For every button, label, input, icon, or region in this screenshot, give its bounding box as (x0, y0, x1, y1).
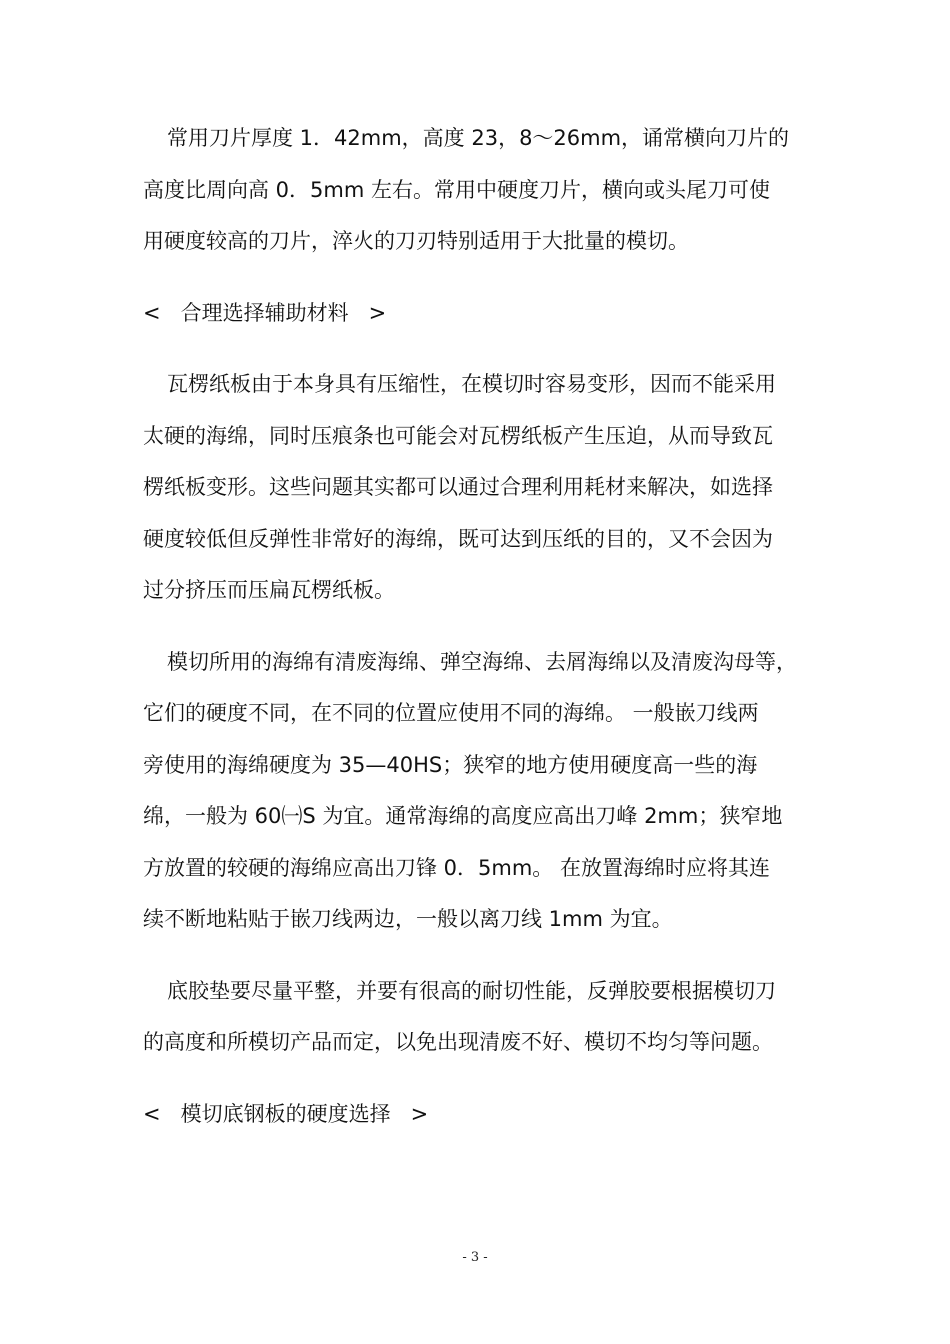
text-line: 续不断地粘贴于嵌刀线两边，一般以离刀线 1mm 为宜。 (143, 907, 673, 931)
text-line: 硬度较低但反弹性非常好的海绵，既可达到压纸的目的，又不会因为 (143, 526, 773, 551)
text-line: 太硬的海绵，同时压痕条也可能会对瓦楞纸板产生压迫，从而导致瓦 (143, 423, 773, 448)
section-heading-auxiliary-materials: < 合理选择辅助材料 > (143, 300, 387, 325)
text-line: 模切所用的海绵有清废海绵、弹空海绵、去屑海绵以及清废沟母等， (167, 649, 797, 674)
text-line: 它们的硬度不同，在不同的位置应使用不同的海绵。 一般嵌刀线两 (143, 701, 759, 725)
section-heading-steel-plate-hardness: < 模切底钢板的硬度选择 > (143, 1101, 429, 1126)
text-line: 高度比周向高 0．5mm 左右。常用中硬度刀片，横向或头尾刀可使 (143, 177, 770, 202)
text-line: 楞纸板变形。这些问题其实都可以通过合理利用耗材来解决，如选择 (143, 475, 773, 499)
text-line: 方放置的较硬的海绵应高出刀锋 0．5mm。 在放置海绵时应将其连 (143, 855, 770, 880)
text-line: 过分挤压而压扁瓦楞纸板。 (143, 578, 395, 602)
text-line: 瓦楞纸板由于本身具有压缩性，在模切时容易变形，因而不能采用 (167, 372, 776, 396)
text-line: 的高度和所模切产品而定，以免出现清废不好、模切不均匀等问题。 (143, 1030, 773, 1054)
text-line: 旁使用的海绵硬度为 35—40HS；狭窄的地方使用硬度高一些的海 (143, 752, 758, 777)
text-line: 常用刀片厚度 1．42mm，高度 23，8～26mm，诵常横向刀片的 (167, 126, 790, 150)
text-line: 绵，一般为 60㈠S 为宜。通常海绵的高度应高出刀峰 2mm；狭窄地 (143, 804, 783, 828)
paragraph-base-pad (143, 966, 808, 1069)
text-line: 用硬度较高的刀片，淬火的刀刃特别适用于大批量的模切。 (143, 229, 689, 253)
paragraph-corrugated-board (143, 359, 808, 617)
text-line: 底胶垫要尽量平整，并要有很高的耐切性能，反弹胶要根据模切刀 (167, 978, 776, 1003)
document-body (143, 113, 808, 1160)
paragraph-sponge-types (143, 637, 808, 946)
paragraph-blade-specs (143, 113, 808, 268)
page-number: - 3 - (462, 1250, 488, 1265)
